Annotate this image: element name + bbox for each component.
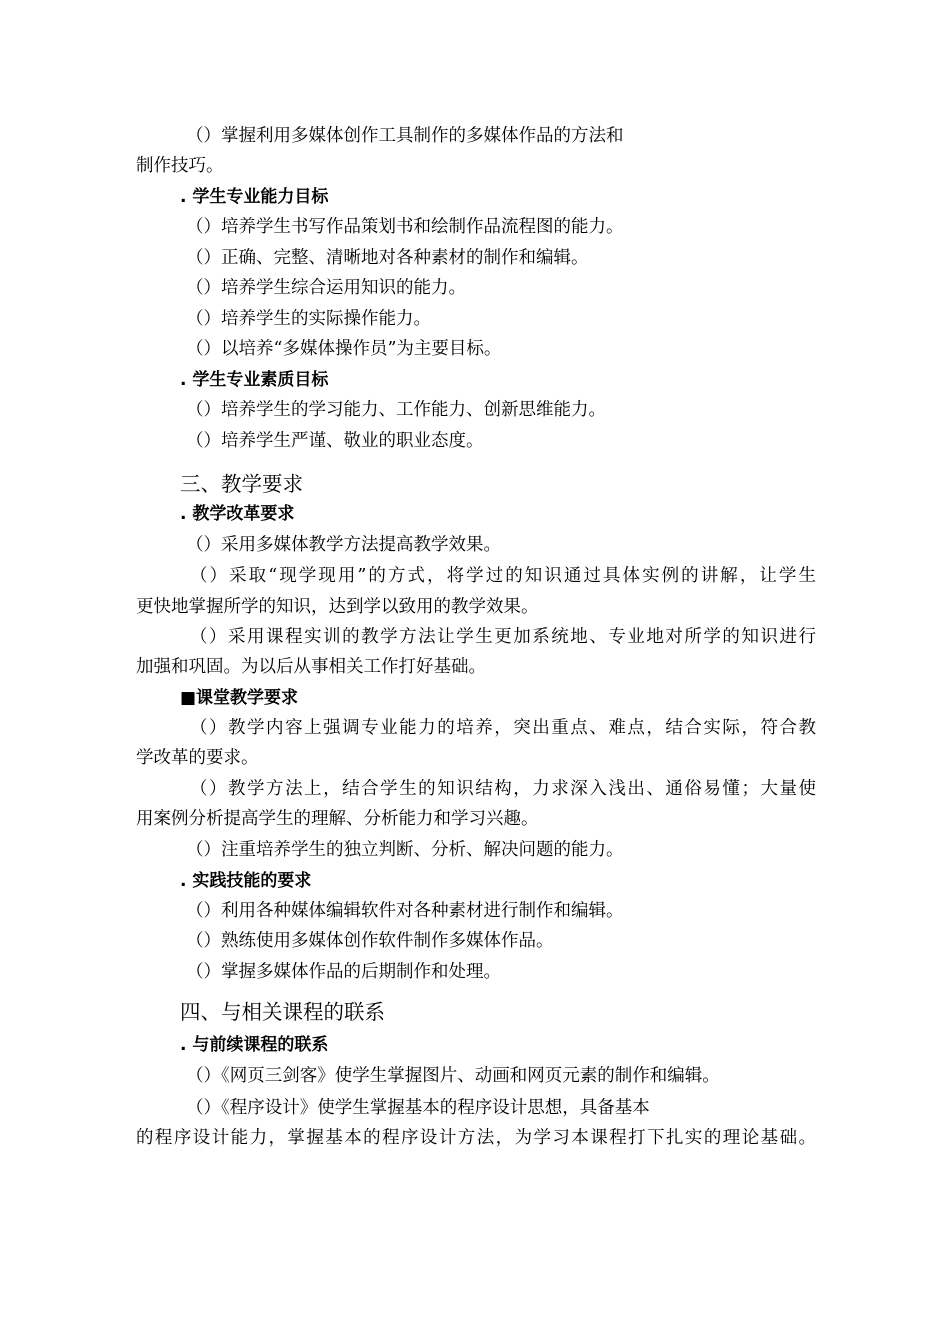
text-line: （）培养学生的实际操作能力。	[186, 309, 431, 329]
text-line: （）掌握多媒体作品的后期制作和处理。	[186, 962, 501, 982]
text-line: （）培养学生书写作品策划书和绘制作品流程图的能力。	[186, 217, 624, 237]
text-line: （）培养学生综合运用知识的能力。	[186, 278, 466, 298]
text-line: 加强和巩固。为以后从事相关工作打好基础。	[136, 657, 486, 677]
subheading: ■课堂教学要求	[180, 688, 299, 708]
text-line: （）注重培养学生的独立判断、分析、解决问题的能力。	[186, 840, 624, 860]
text-line: （）以培养“多媒体操作员”为主要目标。	[186, 339, 502, 359]
subheading: . 学生专业能力目标	[180, 187, 329, 207]
subheading: . 学生专业素质目标	[180, 370, 329, 390]
subheading: . 与前续课程的联系	[180, 1035, 329, 1055]
text-line: （）培养学生的学习能力、工作能力、创新思维能力。	[186, 400, 606, 420]
text-line: 学改革的要求。	[136, 748, 259, 768]
text-line: （）采取“现学现用”的方式，将学过的知识通过具体实例的讲解，让学生	[190, 566, 816, 586]
text-line: （）教学方法上，结合学生的知识结构，力求深入浅出、通俗易懂；大量使	[190, 779, 816, 799]
text-line: （）教学内容上强调专业能力的培养，突出重点、难点，结合实际，符合教	[190, 718, 816, 738]
text-line: （）掌握利用多媒体创作工具制作的多媒体作品的方法和	[186, 126, 624, 146]
text-line: 用案例分析提高学生的理解、分析能力和学习兴趣。	[136, 809, 539, 829]
text-line: （）采用课程实训的教学方法让学生更加系统地、专业地对所学的知识进行	[190, 627, 816, 647]
text-line: 更快地掌握所学的知识，达到学以致用的教学效果。	[136, 597, 539, 617]
subheading: . 教学改革要求	[180, 504, 295, 524]
text-line: （）采用多媒体教学方法提高教学效果。	[186, 535, 501, 555]
text-line: 的程序设计能力，掌握基本的程序设计方法，为学习本课程打下扎实的理论基础。	[136, 1128, 816, 1148]
text-line: （）《程序设计》使学生掌握基本的程序设计思想，具备基本	[186, 1098, 650, 1118]
text-line: （）正确、完整、清晰地对各种素材的制作和编辑。	[186, 248, 589, 268]
text-line: （）培养学生严谨、敬业的职业态度。	[186, 431, 484, 451]
text-line: （）《网页三剑客》使学生掌握图片、动画和网页元素的制作和编辑。	[186, 1066, 720, 1086]
subheading: . 实践技能的要求	[180, 871, 312, 891]
text-line: （）利用各种媒体编辑软件对各种素材进行制作和编辑。	[186, 901, 624, 921]
section-heading: 三、教学要求	[180, 472, 303, 496]
section-heading: 四、与相关课程的联系	[180, 1000, 385, 1024]
text-line: （）熟练使用多媒体创作软件制作多媒体作品。	[186, 931, 554, 951]
text-line: 制作技巧。	[136, 156, 224, 176]
